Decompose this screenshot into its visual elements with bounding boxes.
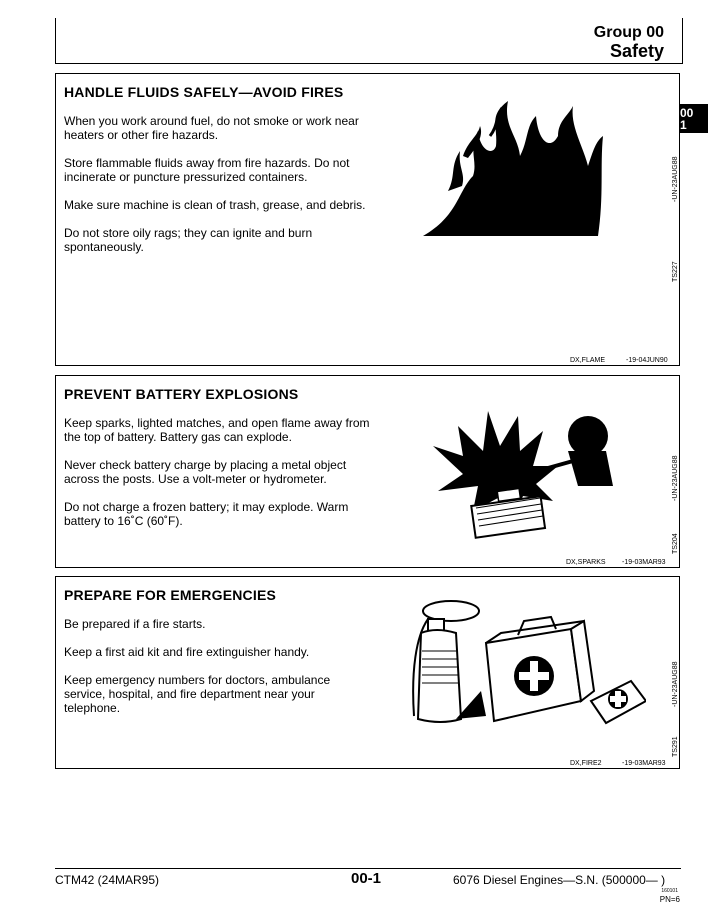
reference-code: DX,FIRE2 bbox=[570, 760, 602, 767]
battery-explosion-icon bbox=[428, 406, 618, 546]
paragraph: Make sure machine is clean of trash, grease, and debris. bbox=[64, 198, 366, 212]
footer-engine-title: 6076 Diesel Engines—S.N. (500000— ) bbox=[453, 873, 666, 887]
image-code: TS227 bbox=[672, 261, 679, 282]
first-aid-extinguisher-icon bbox=[406, 591, 646, 731]
image-code-date: -UN-23AUG88 bbox=[672, 156, 679, 202]
paragraph: Keep sparks, lighted matches, and open flame away from the top of battery. Battery gas can explode. bbox=[64, 416, 370, 444]
page-header-frame bbox=[55, 18, 683, 64]
reference-code: DX,FLAME bbox=[570, 357, 606, 364]
reference-code: DX,SPARKS bbox=[566, 559, 606, 566]
tab-line-2: 1 bbox=[680, 118, 687, 132]
paragraph: Keep emergency numbers for doctors, ambulance service, hospital, and fire department near your telephone. bbox=[64, 673, 331, 715]
section-title: PREVENT BATTERY EXPLOSIONS bbox=[64, 386, 299, 402]
section-fluids bbox=[55, 73, 680, 366]
paragraph: Never check battery charge by placing a metal object across the posts. Use a volt-meter or hydrometer. bbox=[64, 458, 347, 486]
image-code: TS204 bbox=[672, 533, 679, 554]
image-code-date: -UN-23AUG88 bbox=[672, 661, 679, 707]
tab-line-1: 00 bbox=[680, 106, 694, 120]
footer-pn: PN=6 bbox=[659, 895, 680, 904]
section-tab[interactable] bbox=[679, 104, 708, 133]
image-code: TS291 bbox=[672, 736, 679, 757]
reference-date: -19-03MAR93 bbox=[622, 760, 666, 767]
section-battery bbox=[55, 375, 680, 568]
paragraph: Store flammable fluids away from fire hazards. Do not incinerate or puncture pressurized containers. bbox=[64, 156, 350, 184]
footer-manual-id: CTM42 (24MAR95) bbox=[55, 873, 160, 887]
paragraph: When you work around fuel, do not smoke or work near heaters or other fire hazards. bbox=[64, 114, 359, 142]
paragraph: Do not charge a frozen battery; it may explode. Warm battery to 16˚C (60˚F). bbox=[64, 500, 349, 528]
group-label: Group 00 bbox=[593, 24, 664, 41]
image-code-date: -UN-23AUG88 bbox=[672, 455, 679, 501]
paragraph: Do not store oily rags; they can ignite and burn spontaneously. bbox=[64, 226, 313, 254]
footer-code: 160101 bbox=[661, 888, 678, 894]
page-title: Safety bbox=[609, 41, 664, 61]
paragraph: Be prepared if a fire starts. bbox=[64, 617, 206, 631]
section-title: PREPARE FOR EMERGENCIES bbox=[64, 587, 277, 603]
reference-date: -19-04JUN90 bbox=[626, 357, 668, 364]
page-number: 00-1 bbox=[351, 870, 382, 887]
paragraph: Keep a first aid kit and fire extinguisher handy. bbox=[64, 645, 310, 659]
reference-date: -19-03MAR93 bbox=[622, 559, 666, 566]
section-title: HANDLE FLUIDS SAFELY—AVOID FIRES bbox=[64, 84, 344, 100]
section-emergencies bbox=[55, 576, 680, 769]
flame-icon bbox=[418, 96, 608, 241]
footer-rule bbox=[55, 868, 681, 869]
